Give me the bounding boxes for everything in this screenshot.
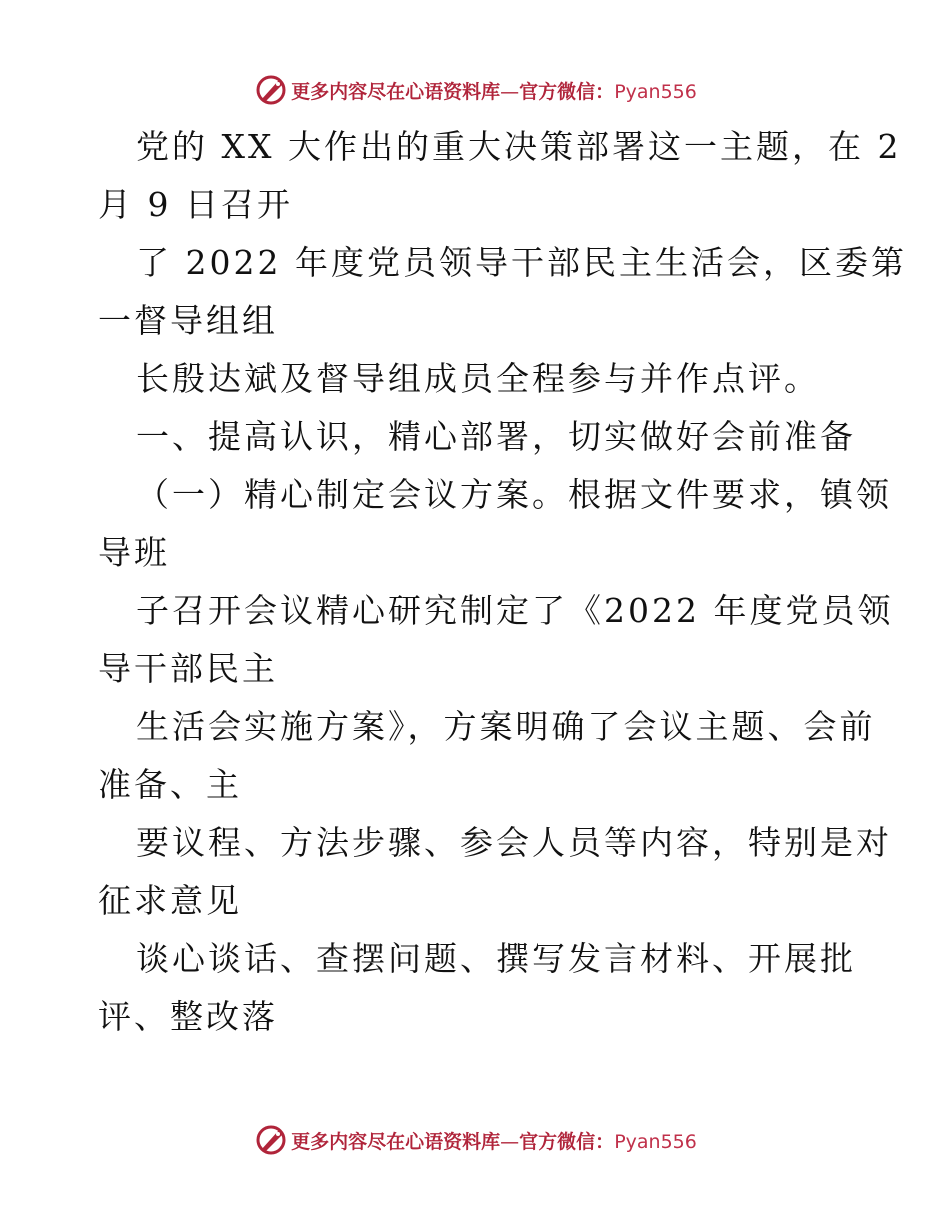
section-heading: 一、提高认识，精心部署，切实做好会前准备 [136, 417, 856, 456]
watermark-text [291, 1127, 697, 1154]
body-line: 月 9 日召开 [98, 185, 293, 224]
body-line: 要议程、方法步骤、参会人员等内容，特别是对 [136, 823, 892, 862]
subsection-heading: （一）精心制定会议方案。根据文件要求，镇领 [136, 475, 892, 514]
document-body [98, 118, 907, 1046]
pen-nib-logo-icon [253, 1122, 289, 1158]
body-line: 长殷达斌及督导组成员全程参与并作点评。 [136, 359, 820, 398]
watermark-handle: Pyan556 [614, 80, 697, 103]
body-line: 了 2022 年度党员领导干部民主生活会，区委第 [136, 243, 907, 282]
watermark-separator: — [500, 1130, 520, 1153]
body-line: 一督导组组 [98, 301, 278, 340]
body-line: 征求意见 [98, 881, 242, 920]
watermark-text [291, 77, 697, 104]
body-line: 谈心谈话、查摆问题、撰写发言材料、开展批 [136, 939, 856, 978]
body-line: 导干部民主 [98, 649, 278, 688]
body-line: 导班 [98, 533, 170, 572]
watermark-main: 更多内容尽在心语资料库 [291, 80, 501, 103]
footer-watermark [0, 1120, 950, 1160]
body-line: 准备、主 [98, 765, 242, 804]
watermark-wechat-label: 官方微信： [519, 80, 615, 103]
watermark-main: 更多内容尽在心语资料库 [291, 1130, 501, 1153]
watermark-separator: — [500, 80, 520, 103]
watermark-wechat-label: 官方微信： [519, 1130, 615, 1153]
pen-nib-logo-icon [253, 72, 289, 108]
watermark-handle: Pyan556 [614, 1130, 697, 1153]
body-line: 党的 XX 大作出的重大决策部署这一主题，在 2 [136, 127, 902, 166]
header-watermark [0, 70, 950, 110]
body-line: 评、整改落 [98, 997, 278, 1036]
body-line: 生活会实施方案》，方案明确了会议主题、会前 [136, 707, 876, 746]
body-line: 子召开会议精心研究制定了《2022 年度党员领 [136, 591, 894, 630]
